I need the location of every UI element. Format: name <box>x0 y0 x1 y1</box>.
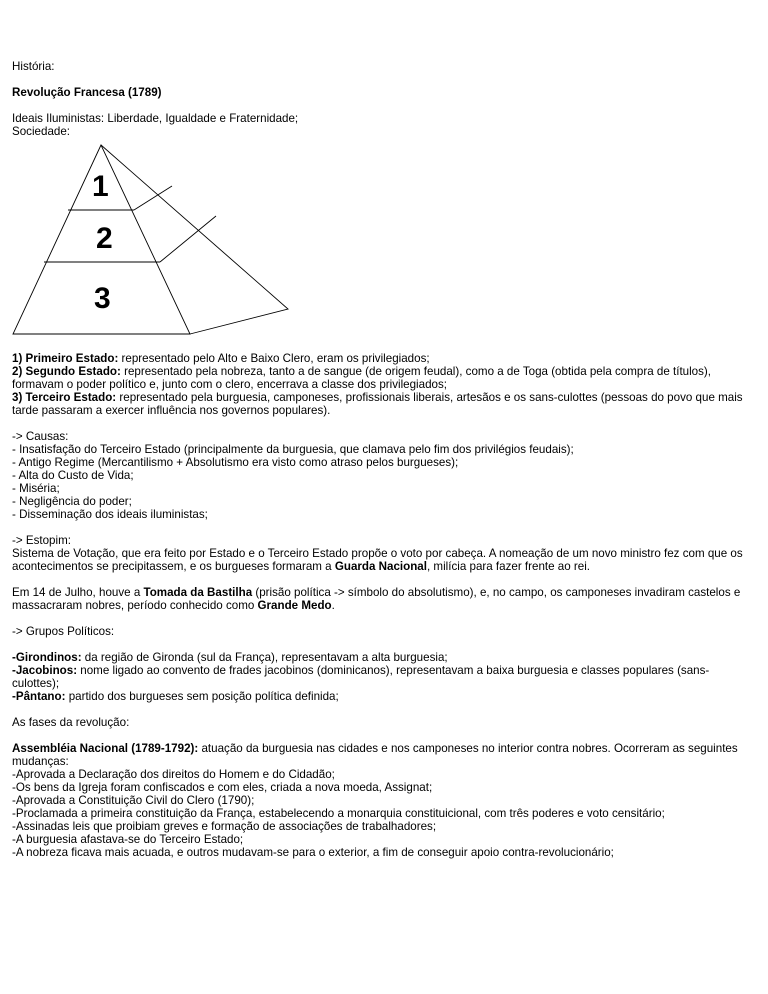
groups-heading: -> Grupos Políticos: <box>12 625 115 638</box>
document-body <box>12 60 752 859</box>
change-item: -Os bens da Igreja foram confiscados e com eles, criada a nova moeda, Assignat; <box>12 781 433 794</box>
pyramid-label-2: 2 <box>96 222 113 255</box>
pyramid-label-1: 1 <box>92 170 109 203</box>
society-label: Sociedade: <box>12 125 71 138</box>
estate-item: 2) Segundo Estado: representado pela nobreza, tanto a de sangue (de origem feudal), como a de Toga (obtida pela compra de títulos), formavam o poder político e, junto com o clero, encerrava a classe dos privilegiados; <box>12 365 712 391</box>
subject-label: História: <box>12 60 55 73</box>
estate-item: 1) Primeiro Estado: representado pelo Alto e Baixo Clero, eram os privilegiados; <box>12 352 430 365</box>
pyramid-label-3: 3 <box>94 282 111 315</box>
change-item: -Proclamada a primeira constituição da França, estabelecendo a monarquia constituicional, com três poderes e voto censitário; <box>12 807 665 820</box>
pyramid-side-divider-1 <box>134 186 172 210</box>
ideals-line: Ideais Iluministas: Liberdade, Igualdade e Fraternidade; <box>12 112 299 125</box>
change-item: -Aprovada a Declaração dos direitos do Homem e do Cidadão; <box>12 768 335 781</box>
document-title: Revolução Francesa (1789) <box>12 86 162 99</box>
change-item: -Assinadas leis que proibiam greves e formação de associações de trabalhadores; <box>12 820 437 833</box>
cause-item: - Disseminação dos ideais iluministas; <box>12 508 208 521</box>
cause-item: - Negligência do poder; <box>12 495 132 508</box>
group-item: -Pântano: partido dos burgueses sem posição política definida; <box>12 690 339 703</box>
estate-item: 3) Terceiro Estado: representado pela burguesia, camponeses, profissionais liberais, artesãos e os sans-culottes (pessoas do povo que mais tarde passaram a exercer influência nos governos populares). <box>12 391 743 417</box>
cause-item: - Alta do Custo de Vida; <box>12 469 134 482</box>
causes-heading: -> Causas: <box>12 430 69 443</box>
pyramid-side-face <box>101 145 288 334</box>
group-item: -Jacobinos: nome ligado ao convento de frades jacobinos (dominicanos), representavam a baixa burguesia e classes populares (sans-culottes); <box>12 664 710 690</box>
cause-item: - Miséria; <box>12 482 60 495</box>
change-item: -A nobreza ficava mais acuada, e outros mudavam-se para o exterior, a fim de conseguir apoio contra-revolucionário; <box>12 846 614 859</box>
trigger-paragraph: Sistema de Votação, que era feito por Estado e o Terceiro Estado propõe o voto por cabeça. A nomeação de um novo ministro fez com que os acontecimentos se precipitassem, e os burgueses formaram a Guarda Nacional, milícia para fazer frente ao rei. <box>12 547 743 573</box>
trigger-heading: -> Estopim: <box>12 534 71 547</box>
assembly-paragraph: Assembléia Nacional (1789-1792): atuação da burguesia nas cidades e nos camponeses no interior contra nobres. Ocorreram as seguintes mudanças: <box>12 742 738 768</box>
change-item: -A burguesia afastava-se do Terceiro Estado; <box>12 833 244 846</box>
cause-item: - Insatisfação do Terceiro Estado (principalmente da burguesia, que clamava pelo fim dos privilégios feudais); <box>12 443 574 456</box>
society-pyramid-diagram <box>12 142 302 342</box>
phases-heading: As fases da revolução: <box>12 716 130 729</box>
bastille-paragraph: Em 14 de Julho, houve a Tomada da Bastilha (prisão política -> símbolo do absolutismo), e, no campo, os camponeses invadiram castelos e massacraram nobres, período conhecido como Grande Medo. <box>12 586 741 612</box>
group-item: -Girondinos: da região de Gironda (sul da França), representavam a alta burguesia; <box>12 651 448 664</box>
cause-item: - Antigo Regime (Mercantilismo + Absolutismo era visto como atraso pelos burgueses); <box>12 456 459 469</box>
change-item: -Aprovada a Constituição Civil do Clero (1790); <box>12 794 255 807</box>
